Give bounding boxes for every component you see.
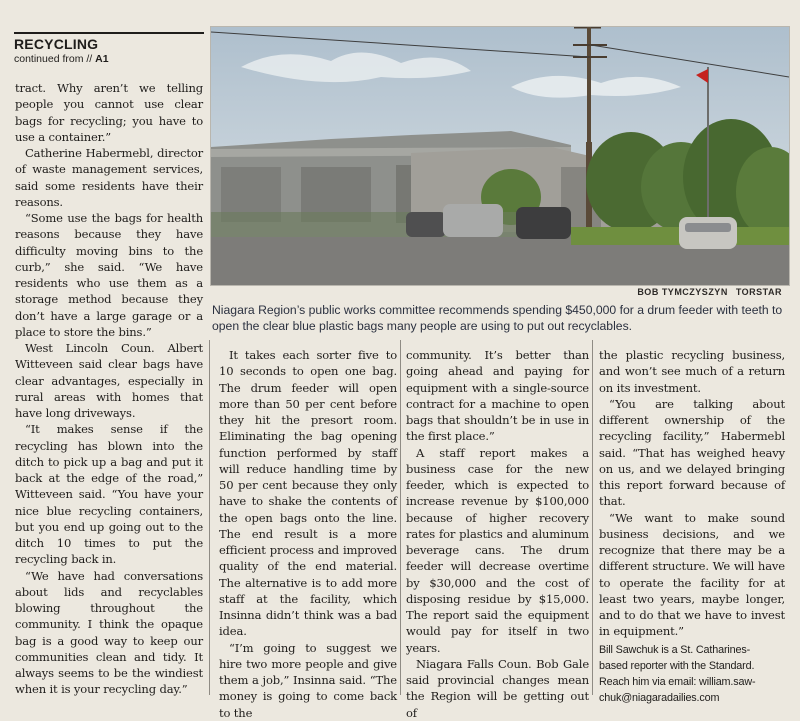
paragraph: It takes each sorter five to 10 seconds to open one bag. The drum feeder will open more than 50 per cent before they hit the presort room. Eliminating the bag opening function performed by staff will reduce handling time by 50 per cent because they only have to shake the contents of the open bags onto the line. The end result is a more efficient process and improved quality of the end material. The alternative is to add more staff at the facility, which Insinna didn’t think was a bad idea. [219, 348, 397, 639]
paragraph: “I’m going to suggest we hire two more people and give them a job,” Insinna said. “The money is going to come back to the [219, 640, 397, 720]
article-column-4 [599, 347, 785, 706]
section-header [14, 32, 204, 66]
article-photo [210, 26, 790, 286]
author-bio-line: based reporter with the Standard. [599, 659, 755, 672]
author-bio [599, 642, 785, 707]
paragraph: “Some use the bags for health reasons because they have difficulty moving bins to the curb,” she said. “We have residents who use them as a storage method because they don’t have a large garage or a place to store the bins.” [15, 211, 203, 339]
paragraph: tract. Why aren’t we telling people you cannot use clear bags for recycling; you have to use a container.” [15, 81, 203, 144]
continued-page-ref: A1 [95, 53, 109, 66]
author-bio-line: Reach him via email: william.saw- [599, 675, 756, 688]
paragraph: West Lincoln Coun. Albert Witteveen said clear bags have clear advantages, especially in rural areas with homes that have long driveways. [15, 341, 203, 420]
column-divider [209, 340, 210, 695]
paragraph: “We want to make sound business decisions, and we recognize that there may be a different structure. We will have to operate the facility for at least two years, maybe longer, and to do that we have to invest in equipment.” [599, 510, 785, 639]
paragraph: “It makes sense if the recycling has blown into the ditch to pick up a bag and put it back at the edge of the road,” Witteveen said. “You have your nice blue recycling containers, but you end up going out to the ditch 10 times to put the recycling back in. [15, 422, 203, 567]
continued-label: continued from // [14, 53, 93, 66]
column-divider [592, 340, 593, 695]
continued-from-line [14, 54, 204, 66]
column-divider [400, 340, 401, 695]
paragraph: “We have had conversations about lids and recyclables blowing throughout the community. I think the opaque bag is a good way to keep our communities clean and tidy. It always seems to be the windiest when it is your recycling day.” [15, 568, 203, 697]
section-title: RECYCLING [14, 32, 204, 52]
paragraph: Catherine Habermebl, director of waste management services, said some residents have their reasons. [15, 146, 203, 209]
article-column-2 [219, 347, 397, 721]
photo-caption: Niagara Region’s public works committee recommends spending $450,000 for a drum feeder with teeth to open the clear blue plastic bags many people are using to put out recyclables. [212, 303, 783, 333]
paragraph: the plastic recycling business, and won’t see much of a return on its investment. [599, 348, 785, 395]
author-bio-line: chuk@niagaradailies.com [599, 692, 720, 705]
author-bio-line: Bill Sawchuk is a St. Catharines- [599, 643, 751, 656]
photo-recycling-facility [211, 27, 789, 285]
paragraph: Niagara Falls Coun. Bob Gale said provincial changes mean the Region will be getting out of [406, 656, 589, 720]
paragraph: “You are talking about different ownership of the recycling facility,” Habermebl said. “That has weighed heavy on us, and we delayed bringing this report forward because of that. [599, 396, 785, 509]
photo-credit [637, 287, 782, 297]
photo-credit-name: BOB TYMCZYSZYN [637, 287, 728, 297]
article-column-3 [406, 347, 589, 721]
photo-credit-agency: TORSTAR [735, 287, 782, 297]
paragraph: community. It’s better than going ahead and paying for equipment with a single-source contract for a machine to open bags that shouldn’t be in use in the first place.” [406, 348, 589, 444]
paragraph: A staff report makes a business case for the new feeder, which is expected to increase revenue by $100,000 because of higher recovery rates for plastics and aluminum beverage cans. The drum feeder will decrease overtime by $30,000 and the cost of disposing residue by $15,000. The report said the equipment would pay for itself in two years. [406, 445, 589, 655]
article-column-1 [15, 80, 203, 698]
